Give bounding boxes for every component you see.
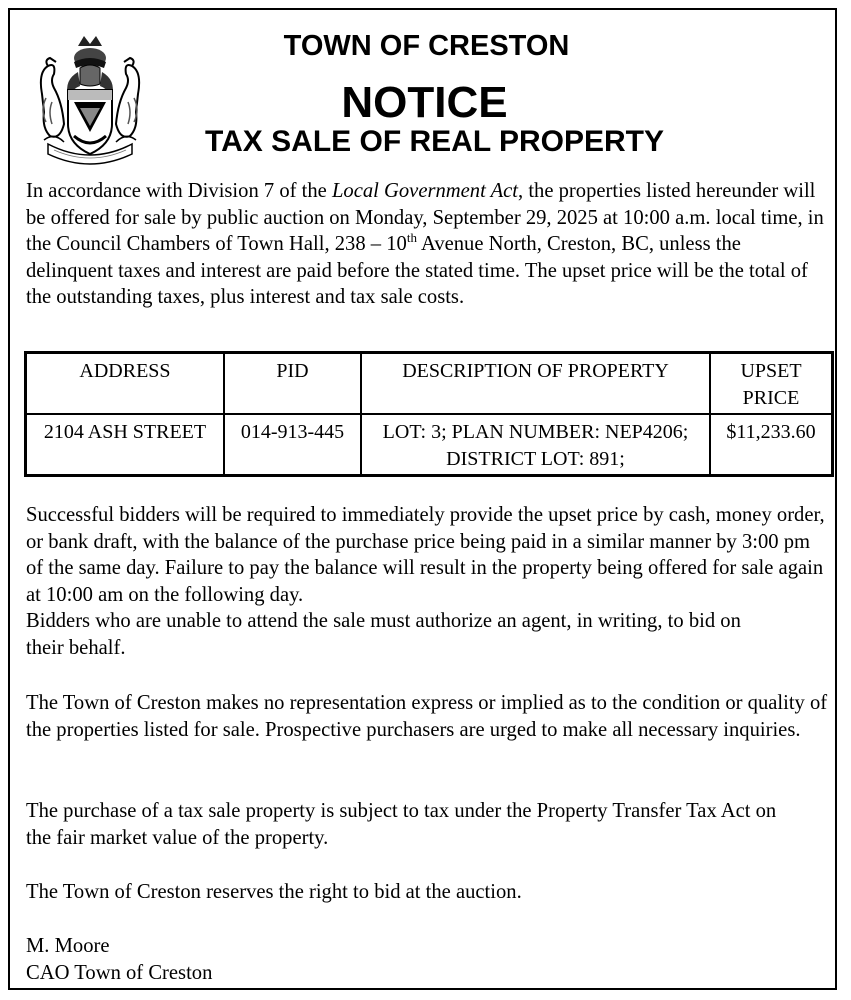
town-title: TOWN OF CRESTON bbox=[283, 30, 570, 62]
act-name: Local Government Act bbox=[331, 180, 519, 202]
signatory-name: M. Moore bbox=[26, 935, 110, 957]
cell-description: LOT: 3; PLAN NUMBER: NEP4206; DISTRICT LOT: 891; bbox=[361, 414, 710, 476]
intro-paragraph bbox=[26, 178, 832, 311]
reserve-paragraph: The Town of Creston reserves the right to bid at the auction. bbox=[26, 881, 522, 903]
agent-paragraph: Bidders who are unable to attend the sale must authorize an agent, in writing, to bid on their behalf. bbox=[26, 610, 741, 659]
ordinal-suffix: th bbox=[406, 230, 417, 246]
intro-pre-act: In accordance with Division 7 of the bbox=[26, 180, 332, 202]
cell-address: 2104 ASH STREET bbox=[26, 414, 225, 476]
notice-heading: NOTICE bbox=[341, 78, 508, 127]
intro-rest: Avenue North, Creston, BC, unless the delinquent taxes and interest are paid before the stated time. The upset price will be the total of the outstanding taxes, plus interest and tax sale costs. bbox=[26, 233, 808, 308]
tax-sale-notice bbox=[8, 8, 837, 990]
signature-block bbox=[26, 933, 832, 986]
col-description-header: DESCRIPTION OF PROPERTY bbox=[361, 353, 710, 415]
transfer-tax-paragraph: The purchase of a tax sale property is subject to tax under the Property Transfer Tax Act on the fair market value of the property. bbox=[26, 800, 777, 849]
notice-subtitle: TAX SALE OF REAL PROPERTY bbox=[205, 125, 664, 158]
cell-pid: 014-913-445 bbox=[224, 414, 361, 476]
col-pid-header: PID bbox=[224, 353, 361, 415]
signatory-title: CAO Town of Creston bbox=[26, 961, 213, 984]
table-header-row bbox=[26, 353, 833, 415]
table-row bbox=[26, 414, 833, 476]
col-upset-price-header: UPSET PRICE bbox=[710, 353, 833, 415]
cell-upset-price: $11,233.60 bbox=[710, 414, 833, 476]
bidders-paragraph: Successful bidders will be required to immediately provide the upset price by cash, money order, or bank draft, with the balance of the purchase price being paid in a similar manner by 3:00 pm of the same day. Failure to pay the balance will result in the property being offered for sale again at 10:00 am on the following day. bbox=[26, 504, 825, 606]
col-address-header: ADDRESS bbox=[26, 353, 225, 415]
intro-post-act: , the properties listed hereunder will be offered for sale by public auction on Monday, September 29, 2025 at 10:00 a.m. local time, in the Council Chambers of Town Hall, 238 – 10 bbox=[26, 180, 824, 255]
property-table bbox=[24, 351, 834, 477]
representation-paragraph: The Town of Creston makes no representation express or implied as to the condition or quality of the properties listed for sale. Prospective purchasers are urged to make all necessary inquiries. bbox=[26, 692, 828, 741]
